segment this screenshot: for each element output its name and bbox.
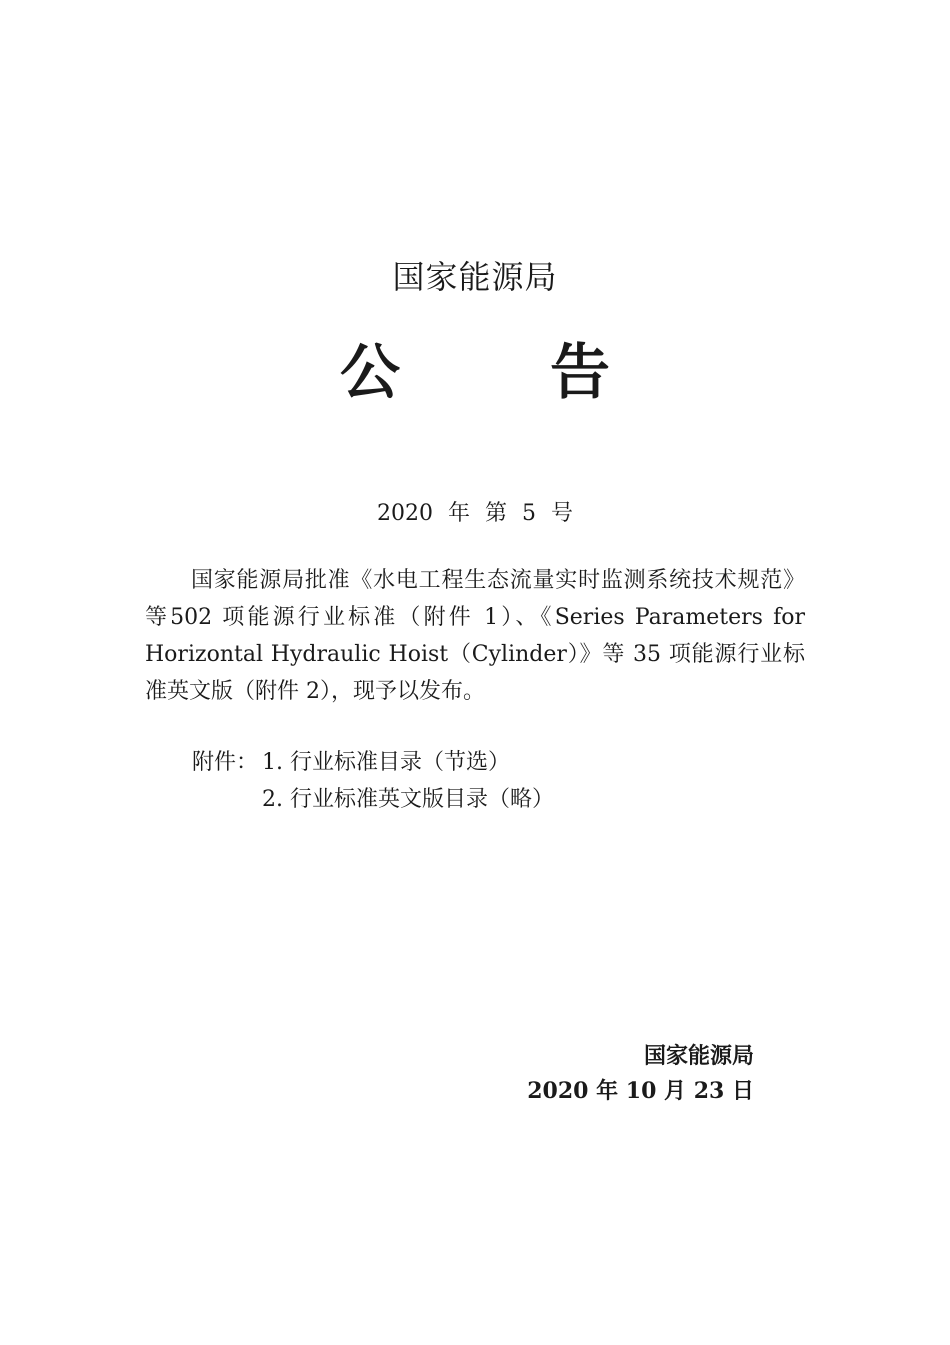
issuer-title: 国家能源局 — [392, 258, 558, 296]
attachment-item-text: 1. 行业标准目录（节选） — [262, 750, 510, 775]
document-number: 2020 年 第 5 号 — [377, 501, 573, 526]
signature-date: 2020 年 10 月 23 日 — [527, 1078, 754, 1104]
attachments-label: 附件： — [192, 750, 259, 775]
document-type-heading — [340, 338, 610, 408]
announcement-body: 国家能源局批准《水电工程生态流量实时监测系统技术规范》等502 项能源行业标准（附件 1）、《Series Parameters for Horizontal Hydraulic Hoist（Cylinder）》等 35 项能源行业标准英文版（附件 2），现予以发布。 — [145, 568, 805, 704]
attachment-item — [192, 781, 554, 818]
signature-block — [527, 1040, 754, 1108]
attachment-item-text: 2. 行业标准英文版目录（略） — [262, 787, 554, 812]
doc-type-char-2: 告 — [550, 338, 610, 408]
signature-org: 国家能源局 — [643, 1044, 754, 1069]
doc-type-char-1: 公 — [340, 338, 400, 408]
attachment-item — [192, 744, 554, 781]
attachments-list — [192, 744, 554, 818]
